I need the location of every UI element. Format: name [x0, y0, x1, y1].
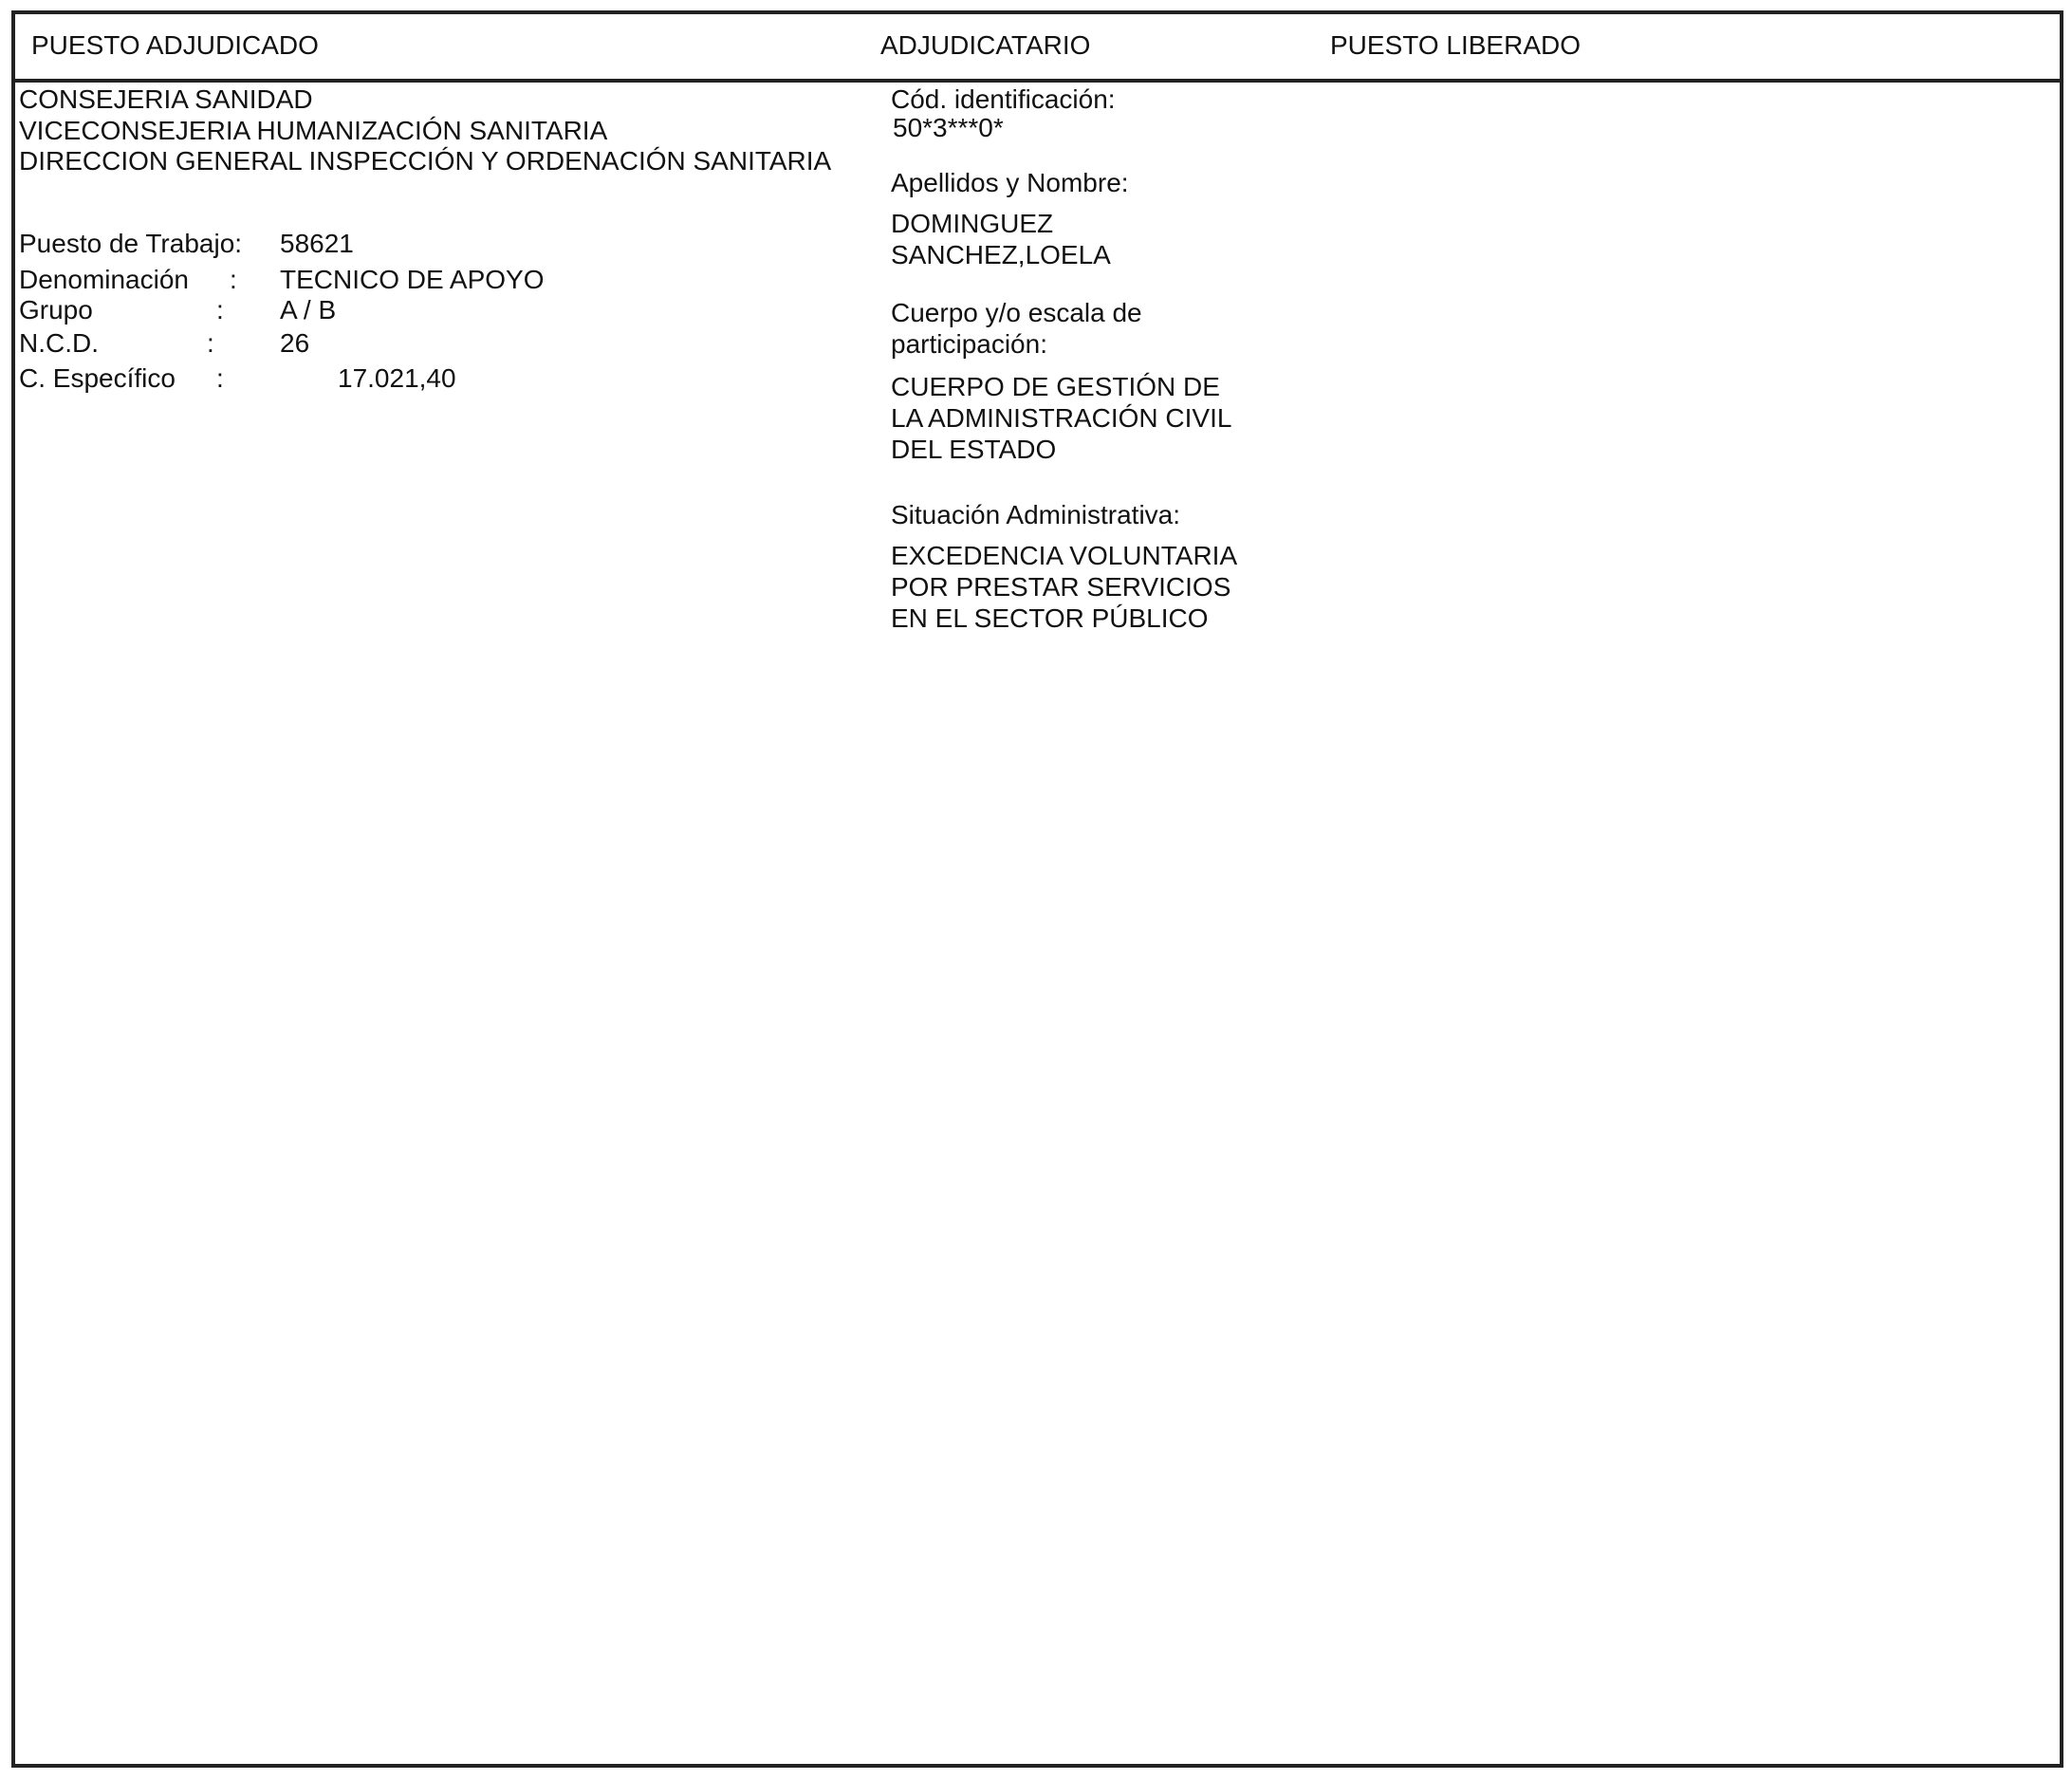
situacion-label: Situación Administrativa: — [891, 500, 1181, 529]
header-divider — [11, 79, 2063, 83]
nombre-line-2: SANCHEZ,LOELA — [891, 240, 1111, 269]
situacion-line-1: EXCEDENCIA VOLUNTARIA — [891, 541, 1238, 570]
situacion-line-2: POR PRESTAR SERVICIOS — [891, 572, 1231, 602]
org-line-viceconsejeria: VICECONSEJERIA HUMANIZACIÓN SANITARIA — [19, 116, 608, 145]
cuerpo-line-3: DEL ESTADO — [891, 435, 1057, 464]
org-line-consejeria: CONSEJERIA SANIDAD — [19, 84, 313, 114]
header-adjudicatario: ADJUDICATARIO — [880, 30, 1091, 60]
field-sep-denominacion: : — [230, 265, 237, 294]
field-sep-grupo: : — [216, 295, 224, 324]
situacion-line-3: EN EL SECTOR PÚBLICO — [891, 603, 1209, 633]
cuerpo-line-2: LA ADMINISTRACIÓN CIVIL — [891, 403, 1232, 433]
field-label-c-especifico: C. Específico — [19, 363, 176, 393]
field-value-grupo: A / B — [280, 295, 337, 324]
field-label-ncd: N.C.D. — [19, 328, 99, 358]
field-value-c-especifico: 17.021,40 — [338, 363, 456, 393]
header-puesto-adjudicado: PUESTO ADJUDICADO — [31, 30, 319, 60]
field-label-denominacion: Denominación — [19, 265, 189, 294]
apellidos-nombre-label: Apellidos y Nombre: — [891, 168, 1129, 197]
field-value-ncd: 26 — [280, 328, 310, 358]
field-value-puesto-trabajo: 58621 — [280, 229, 354, 258]
field-sep-ncd: : — [207, 328, 214, 358]
header-puesto-liberado: PUESTO LIBERADO — [1330, 30, 1582, 60]
cod-identificacion-value: 50*3***0* — [893, 113, 1004, 142]
field-sep-c-especifico: : — [216, 363, 224, 393]
field-value-denominacion: TECNICO DE APOYO — [280, 265, 545, 294]
cuerpo-label-line-2: participación: — [891, 329, 1047, 359]
cuerpo-label-line-1: Cuerpo y/o escala de — [891, 298, 1142, 327]
field-label-grupo: Grupo — [19, 295, 93, 324]
nombre-line-1: DOMINGUEZ — [891, 209, 1054, 238]
org-line-direccion: DIRECCION GENERAL INSPECCIÓN Y ORDENACIÓN SANITARIA — [19, 146, 832, 176]
cuerpo-line-1: CUERPO DE GESTIÓN DE — [891, 372, 1220, 401]
cod-identificacion-label: Cód. identificación: — [891, 84, 1116, 114]
field-label-puesto-trabajo: Puesto de Trabajo: — [19, 229, 243, 258]
